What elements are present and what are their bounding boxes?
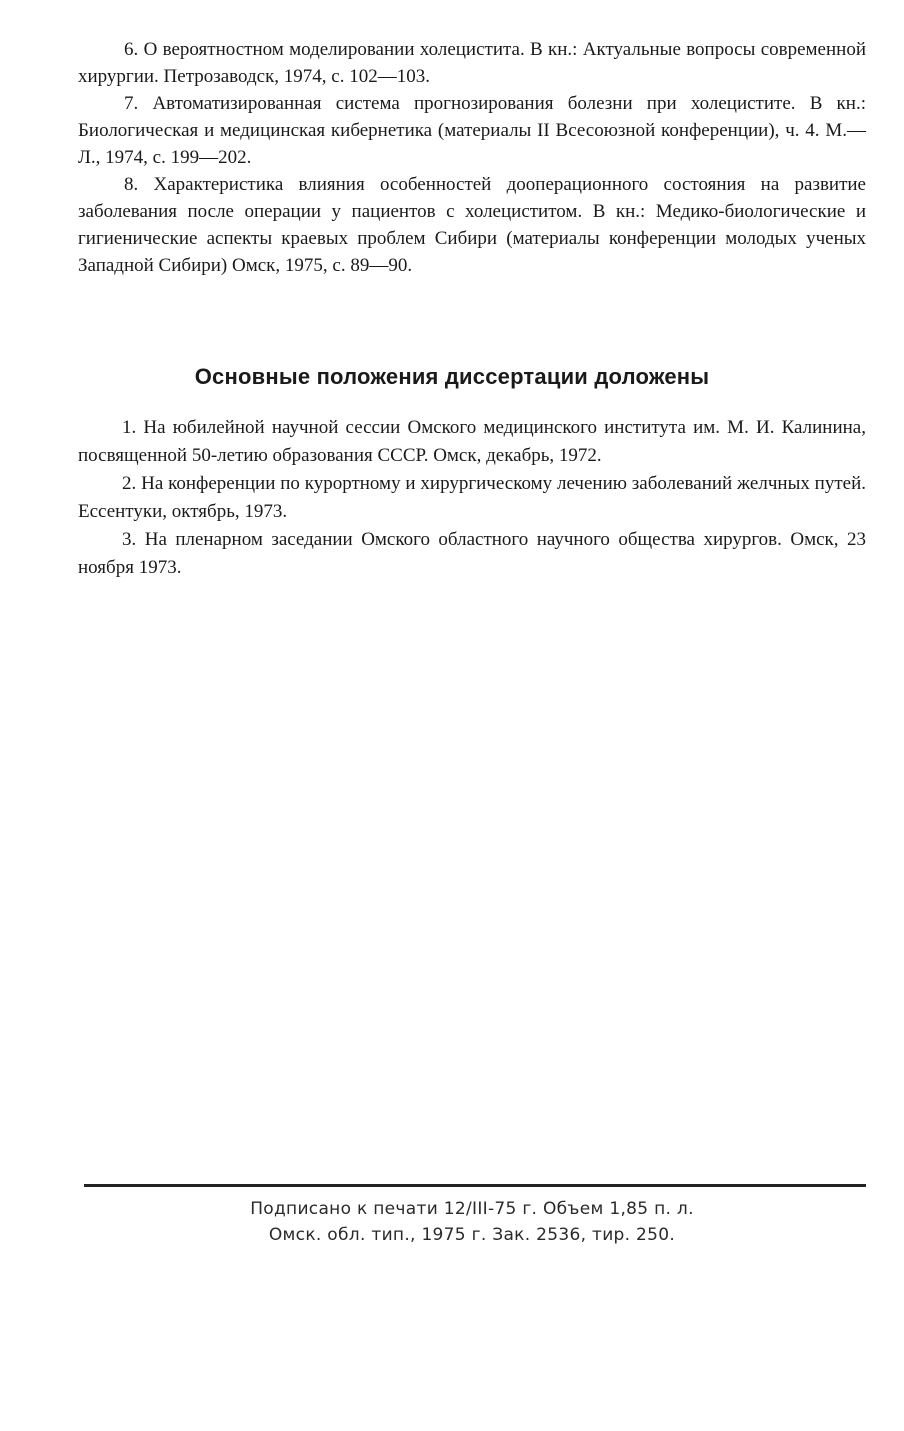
presentations-list: [78, 414, 866, 582]
imprint-signed-line: Подписано к печати 12/III-75 г. Объем 1,85 п. л.: [250, 1199, 694, 1219]
imprint-divider: [84, 1184, 866, 1187]
reference-list: [78, 36, 866, 279]
imprint-printing-line: Омск. обл. тип., 1975 г. Зак. 2536, тир. 250.: [268, 1225, 676, 1245]
presentation-item-3: 3. На пленарном заседании Омского областного научного общества хирургов. Омск, 23 ноября 1973.: [78, 529, 866, 578]
reference-item-7: 7. Автоматизированная система прогнозирования болезни при холецистите. В кн.: Биологическая и медицинская кибернетика (материалы II Всесоюзной конференции), ч. 4. М.—Л., 1974, с. 199—202.: [78, 93, 866, 168]
presentation-item-2: 2. На конференции по курортному и хирургическому лечению заболеваний желчных путей. Ессентуки, октябрь, 1973.: [78, 473, 866, 522]
presentation-item-1: 1. На юбилейной научной сессии Омского медицинского института им. М. И. Калинина, посвященной 50-летию образования СССР. Омск, декабрь, 1972.: [78, 417, 866, 466]
print-imprint: [0, 1196, 904, 1248]
reference-item-6: 6. О вероятностном моделировании холецистита. В кн.: Актуальные вопросы современной хирургии. Петрозаводск, 1974, с. 102—103.: [78, 39, 866, 87]
reference-item-8: 8. Характеристика влияния особенностей дооперационного состояния на развитие заболевания после операции у пациентов с холециститом. В кн.: Медико-биологические и гигиенические аспекты краевых проблем Сибири (материалы конференции молодых ученых Западной Сибири) Омск, 1975, с. 89—90.: [78, 174, 866, 276]
section-heading: Основные положения диссертации доложены: [194, 364, 710, 389]
